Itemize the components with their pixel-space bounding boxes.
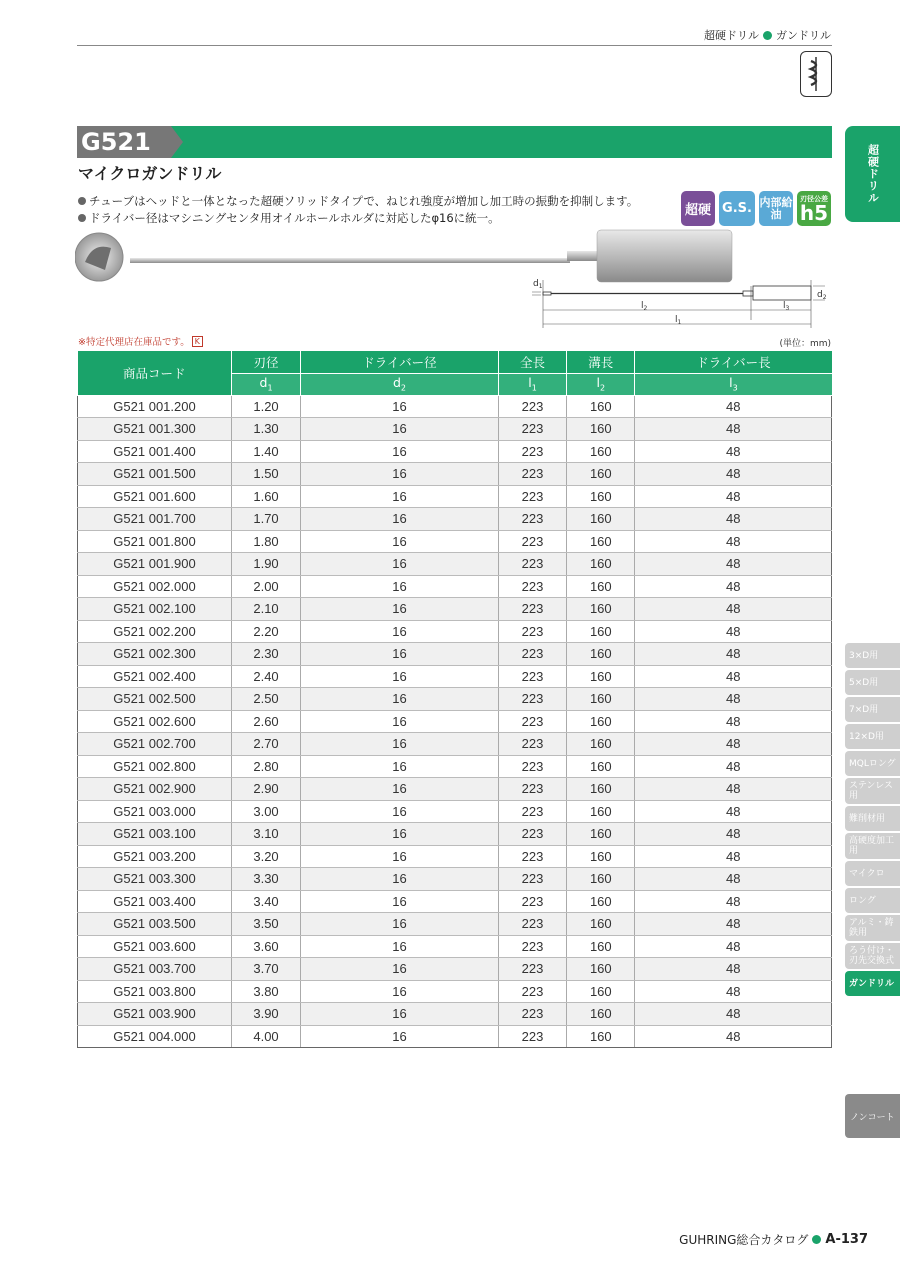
driver-length-cell: 48 [635, 845, 832, 868]
driver-length-cell: 48 [635, 643, 832, 666]
product-code-cell: G521 003.600 [78, 935, 232, 958]
flute-length-cell: 160 [567, 575, 635, 598]
overall-length-cell: 223 [498, 485, 566, 508]
cutting-diameter-cell: 3.50 [232, 913, 301, 936]
cutting-diameter-cell: 2.30 [232, 643, 301, 666]
driver-length-cell: 48 [635, 418, 832, 441]
cutting-diameter-cell: 3.60 [232, 935, 301, 958]
driver-diameter-cell: 16 [301, 958, 499, 981]
driver-diameter-cell: 16 [301, 1003, 499, 1026]
side-nav-item[interactable]: 12×D用 [845, 724, 900, 749]
overall-length-cell: 223 [498, 508, 566, 531]
driver-length-cell: 48 [635, 800, 832, 823]
driver-diameter-cell: 16 [301, 598, 499, 621]
dim-d2-label: $d_2$ [817, 290, 827, 301]
driver-diameter-cell: 16 [301, 778, 499, 801]
cutting-diameter-cell: 1.50 [232, 463, 301, 486]
flute-length-cell: 160 [567, 643, 635, 666]
flute-length-cell: 160 [567, 958, 635, 981]
breadcrumb-separator-dot [763, 31, 772, 40]
table-row [78, 823, 832, 846]
table-row [78, 688, 832, 711]
page-number: A-137 [825, 1232, 868, 1247]
driver-length-cell: 48 [635, 1003, 832, 1026]
overall-length-cell: 223 [498, 598, 566, 621]
product-code-cell: G521 003.800 [78, 980, 232, 1003]
cutting-diameter-cell: 1.30 [232, 418, 301, 441]
tolerance-badge: 刃径公差 h5 [797, 191, 831, 226]
product-code-cell: G521 002.300 [78, 643, 232, 666]
driver-diameter-cell: 16 [301, 980, 499, 1003]
table-row [78, 755, 832, 778]
overall-length-cell: 223 [498, 913, 566, 936]
side-tab-noncoat[interactable]: ノンコート [845, 1094, 900, 1138]
driver-length-cell: 48 [635, 508, 832, 531]
driver-length-cell: 48 [635, 620, 832, 643]
breadcrumb [704, 27, 831, 43]
bullet-icon [78, 214, 86, 222]
breadcrumb-category[interactable]: 超硬ドリル [704, 29, 759, 42]
title-bar [77, 126, 832, 158]
side-nav-item[interactable]: 難削材用 [845, 806, 900, 831]
driver-diameter-cell: 16 [301, 643, 499, 666]
driver-diameter-cell: 16 [301, 665, 499, 688]
driver-length-cell: 48 [635, 553, 832, 576]
driver-length-cell: 48 [635, 485, 832, 508]
overall-length-cell: 223 [498, 463, 566, 486]
product-code-cell: G521 001.300 [78, 418, 232, 441]
product-code-cell: G521 002.800 [78, 755, 232, 778]
product-code-cell: G521 003.900 [78, 1003, 232, 1026]
table-row [78, 643, 832, 666]
product-code-cell: G521 001.600 [78, 485, 232, 508]
table-row [78, 463, 832, 486]
overall-length-cell: 223 [498, 958, 566, 981]
product-code-cell: G521 003.400 [78, 890, 232, 913]
product-code-cell: G521 002.100 [78, 598, 232, 621]
driver-diameter-cell: 16 [301, 733, 499, 756]
overall-length-cell: 223 [498, 440, 566, 463]
driver-length-cell: 48 [635, 665, 832, 688]
side-nav-item[interactable]: MQLロング [845, 751, 900, 776]
overall-length-cell: 223 [498, 755, 566, 778]
overall-length-cell: 223 [498, 890, 566, 913]
driver-diameter-cell: 16 [301, 845, 499, 868]
table-row [78, 553, 832, 576]
cutting-diameter-cell: 2.40 [232, 665, 301, 688]
driver-diameter-cell: 16 [301, 823, 499, 846]
overall-length-cell: 223 [498, 1025, 566, 1048]
driver-length-cell: 48 [635, 733, 832, 756]
table-row [78, 575, 832, 598]
product-code-cell: G521 001.200 [78, 395, 232, 418]
title-arrow [171, 126, 183, 158]
table-row [78, 778, 832, 801]
coolant-badge: 内部給油 [759, 191, 793, 226]
header-cutting-diameter: 刃径 [232, 351, 301, 373]
overall-length-cell: 223 [498, 688, 566, 711]
side-nav-item[interactable]: マイクロ [845, 861, 900, 886]
cutting-diameter-cell: 1.20 [232, 395, 301, 418]
driver-diameter-cell: 16 [301, 485, 499, 508]
overall-length-cell: 223 [498, 980, 566, 1003]
overall-length-cell: 223 [498, 643, 566, 666]
driver-length-cell: 48 [635, 598, 832, 621]
product-code-cell: G521 003.500 [78, 913, 232, 936]
cutting-diameter-cell: 2.10 [232, 598, 301, 621]
cutting-diameter-cell: 2.90 [232, 778, 301, 801]
side-nav-item[interactable]: 高硬度加工用 [845, 833, 900, 859]
flute-length-cell: 160 [567, 913, 635, 936]
table-row [78, 418, 832, 441]
table-row [78, 1003, 832, 1026]
overall-length-cell: 223 [498, 733, 566, 756]
overall-length-cell: 223 [498, 823, 566, 846]
driver-diameter-cell: 16 [301, 575, 499, 598]
table-header-row [78, 351, 832, 373]
dim-d1-label: $d_1$ [533, 279, 543, 290]
side-nav-item[interactable]: 5×D用 [845, 670, 900, 695]
product-code-cell: G521 002.400 [78, 665, 232, 688]
driver-diameter-cell: 16 [301, 508, 499, 531]
flute-length-cell: 160 [567, 868, 635, 891]
side-nav-item[interactable]: ろう付け・刃先交換式 [845, 943, 900, 969]
header-overall-length: 全長 [498, 351, 566, 373]
overall-length-cell: 223 [498, 800, 566, 823]
flute-length-cell: 160 [567, 755, 635, 778]
overall-length-cell: 223 [498, 778, 566, 801]
flute-length-cell: 160 [567, 553, 635, 576]
flute-length-cell: 160 [567, 778, 635, 801]
overall-length-cell: 223 [498, 845, 566, 868]
feature-item: チューブはヘッドと一体となった超硬ソリッドタイプで、ねじれ強度が増加し加工時の振動を抑制します。 [78, 193, 638, 210]
driver-length-cell: 48 [635, 530, 832, 553]
driver-length-cell: 48 [635, 868, 832, 891]
stock-note: ※特定代理店在庫品です。 K [78, 334, 203, 348]
flute-length-cell: 160 [567, 598, 635, 621]
side-nav-item[interactable]: 3×D用 [845, 643, 900, 668]
unit-label: (単位：mm) [779, 339, 831, 349]
cutting-diameter-cell: 3.00 [232, 800, 301, 823]
driver-diameter-cell: 16 [301, 935, 499, 958]
product-code-cell: G521 002.000 [78, 575, 232, 598]
footer-dot [812, 1235, 821, 1244]
driver-diameter-cell: 16 [301, 620, 499, 643]
dim-l1-label: $l_1$ [675, 315, 682, 326]
table-row [78, 935, 832, 958]
cutting-diameter-cell: 1.80 [232, 530, 301, 553]
product-code-cell: G521 002.700 [78, 733, 232, 756]
flute-length-cell: 160 [567, 1025, 635, 1048]
overall-length-cell: 223 [498, 868, 566, 891]
side-nav [845, 643, 900, 996]
table-row [78, 733, 832, 756]
spec-table-body [78, 395, 832, 1048]
stock-k-mark: K [192, 336, 203, 347]
carbide-badge: 超硬 [681, 191, 715, 226]
product-code-cell: G521 002.900 [78, 778, 232, 801]
driver-length-cell: 48 [635, 890, 832, 913]
driver-diameter-cell: 16 [301, 1025, 499, 1048]
cutting-diameter-cell: 1.40 [232, 440, 301, 463]
driver-length-cell: 48 [635, 575, 832, 598]
side-nav-item[interactable]: ガンドリル [845, 971, 900, 996]
flute-length-cell: 160 [567, 463, 635, 486]
overall-length-cell: 223 [498, 553, 566, 576]
driver-length-cell: 48 [635, 463, 832, 486]
driver-diameter-cell: 16 [301, 868, 499, 891]
driver-diameter-cell: 16 [301, 553, 499, 576]
driver-length-cell: 48 [635, 1025, 832, 1048]
table-row [78, 958, 832, 981]
cutting-diameter-cell: 2.20 [232, 620, 301, 643]
feature-item: ドライバー径はマシニングセンタ用オイルホールホルダに対応したφ16に統一。 [78, 210, 638, 227]
side-tab-carbide-drill[interactable]: 超硬ドリル [845, 126, 900, 222]
flute-length-cell: 160 [567, 688, 635, 711]
table-row [78, 890, 832, 913]
symbol-l1: $l_1$ [498, 373, 566, 395]
product-code-cell: G521 004.000 [78, 1025, 232, 1048]
product-code-cell: G521 003.000 [78, 800, 232, 823]
flute-length-cell: 160 [567, 710, 635, 733]
table-row [78, 395, 832, 418]
dim-l3-label: $l_3$ [783, 301, 790, 312]
driver-diameter-cell: 16 [301, 800, 499, 823]
catalog-name: GUHRING総合カタログ [679, 1233, 809, 1247]
cutting-diameter-cell: 3.10 [232, 823, 301, 846]
driver-length-cell: 48 [635, 913, 832, 936]
cutting-diameter-cell: 1.90 [232, 553, 301, 576]
flute-length-cell: 160 [567, 440, 635, 463]
overall-length-cell: 223 [498, 710, 566, 733]
cutting-diameter-cell: 4.00 [232, 1025, 301, 1048]
cutting-diameter-cell: 3.90 [232, 1003, 301, 1026]
product-subtitle: マイクロガンドリル [78, 164, 222, 183]
cutting-diameter-cell: 3.70 [232, 958, 301, 981]
driver-diameter-cell: 16 [301, 890, 499, 913]
table-row [78, 620, 832, 643]
flute-length-cell: 160 [567, 980, 635, 1003]
cutting-diameter-cell: 2.80 [232, 755, 301, 778]
table-row [78, 710, 832, 733]
overall-length-cell: 223 [498, 575, 566, 598]
table-row [78, 598, 832, 621]
overall-length-cell: 223 [498, 418, 566, 441]
driver-length-cell: 48 [635, 710, 832, 733]
gs-badge: G.S. [719, 191, 755, 226]
driver-diameter-cell: 16 [301, 913, 499, 936]
side-nav-item[interactable]: 7×D用 [845, 697, 900, 722]
dim-l2-label: $l_2$ [641, 301, 648, 312]
driver-length-cell: 48 [635, 823, 832, 846]
symbol-d2: $d_2$ [301, 373, 499, 395]
flute-length-cell: 160 [567, 665, 635, 688]
product-code-cell: G521 003.700 [78, 958, 232, 981]
table-row [78, 868, 832, 891]
drill-category-icon [800, 51, 832, 97]
flute-length-cell: 160 [567, 845, 635, 868]
driver-length-cell: 48 [635, 688, 832, 711]
overall-length-cell: 223 [498, 665, 566, 688]
cutting-diameter-cell: 2.70 [232, 733, 301, 756]
table-row [78, 508, 832, 531]
spec-table [77, 351, 832, 1048]
table-row [78, 845, 832, 868]
driver-length-cell: 48 [635, 778, 832, 801]
header-driver-diameter: ドライバー径 [301, 351, 499, 373]
bullet-icon [78, 197, 86, 205]
product-code-cell: G521 003.300 [78, 868, 232, 891]
product-code-cell: G521 001.700 [78, 508, 232, 531]
side-nav-item[interactable]: ステンレス用 [845, 778, 900, 804]
header-driver-length: ドライバー長 [635, 351, 832, 373]
cutting-diameter-cell: 3.80 [232, 980, 301, 1003]
cutting-diameter-cell: 2.60 [232, 710, 301, 733]
driver-length-cell: 48 [635, 440, 832, 463]
symbol-d1: $d_1$ [232, 373, 301, 395]
cutting-diameter-cell: 3.30 [232, 868, 301, 891]
top-divider [77, 45, 832, 46]
overall-length-cell: 223 [498, 1003, 566, 1026]
driver-length-cell: 48 [635, 958, 832, 981]
flute-length-cell: 160 [567, 485, 635, 508]
table-row [78, 913, 832, 936]
flute-length-cell: 160 [567, 620, 635, 643]
driver-length-cell: 48 [635, 395, 832, 418]
overall-length-cell: 223 [498, 620, 566, 643]
product-code-cell: G521 001.500 [78, 463, 232, 486]
driver-diameter-cell: 16 [301, 395, 499, 418]
flute-length-cell: 160 [567, 733, 635, 756]
product-code-cell: G521 003.100 [78, 823, 232, 846]
flute-length-cell: 160 [567, 823, 635, 846]
driver-diameter-cell: 16 [301, 418, 499, 441]
product-code-cell: G521 001.800 [78, 530, 232, 553]
table-row [78, 980, 832, 1003]
cutting-diameter-cell: 2.00 [232, 575, 301, 598]
product-code-cell: G521 002.200 [78, 620, 232, 643]
flute-length-cell: 160 [567, 935, 635, 958]
table-row [78, 440, 832, 463]
dimension-drawing [525, 272, 835, 332]
product-code-cell: G521 002.500 [78, 688, 232, 711]
flute-length-cell: 160 [567, 890, 635, 913]
spec-badges [681, 191, 831, 226]
flute-length-cell: 160 [567, 418, 635, 441]
table-row [78, 1025, 832, 1048]
page-footer [679, 1231, 868, 1248]
product-code-cell: G521 003.200 [78, 845, 232, 868]
cutting-diameter-cell: 2.50 [232, 688, 301, 711]
symbol-l3: $l_3$ [635, 373, 832, 395]
flute-length-cell: 160 [567, 1003, 635, 1026]
side-nav-item[interactable]: ロング [845, 888, 900, 913]
driver-diameter-cell: 16 [301, 530, 499, 553]
driver-diameter-cell: 16 [301, 688, 499, 711]
product-code-cell: G521 002.600 [78, 710, 232, 733]
driver-length-cell: 48 [635, 935, 832, 958]
table-row [78, 530, 832, 553]
flute-length-cell: 160 [567, 508, 635, 531]
driver-length-cell: 48 [635, 980, 832, 1003]
flute-length-cell: 160 [567, 395, 635, 418]
product-code-title: G521 [77, 126, 171, 158]
side-nav-item[interactable]: アルミ・鋳鉄用 [845, 915, 900, 941]
driver-diameter-cell: 16 [301, 755, 499, 778]
driver-diameter-cell: 16 [301, 710, 499, 733]
breadcrumb-subcategory[interactable]: ガンドリル [776, 29, 831, 42]
driver-length-cell: 48 [635, 755, 832, 778]
table-row [78, 485, 832, 508]
product-code-cell: G521 001.900 [78, 553, 232, 576]
overall-length-cell: 223 [498, 395, 566, 418]
driver-diameter-cell: 16 [301, 463, 499, 486]
cutting-diameter-cell: 1.70 [232, 508, 301, 531]
cutting-diameter-cell: 3.20 [232, 845, 301, 868]
header-product-code: 商品コード [78, 351, 232, 395]
product-code-cell: G521 001.400 [78, 440, 232, 463]
overall-length-cell: 223 [498, 935, 566, 958]
flute-length-cell: 160 [567, 800, 635, 823]
overall-length-cell: 223 [498, 530, 566, 553]
table-row [78, 800, 832, 823]
driver-diameter-cell: 16 [301, 440, 499, 463]
header-flute-length: 溝長 [567, 351, 635, 373]
cutting-diameter-cell: 1.60 [232, 485, 301, 508]
table-row [78, 665, 832, 688]
flute-length-cell: 160 [567, 530, 635, 553]
symbol-l2: $l_2$ [567, 373, 635, 395]
cutting-diameter-cell: 3.40 [232, 890, 301, 913]
